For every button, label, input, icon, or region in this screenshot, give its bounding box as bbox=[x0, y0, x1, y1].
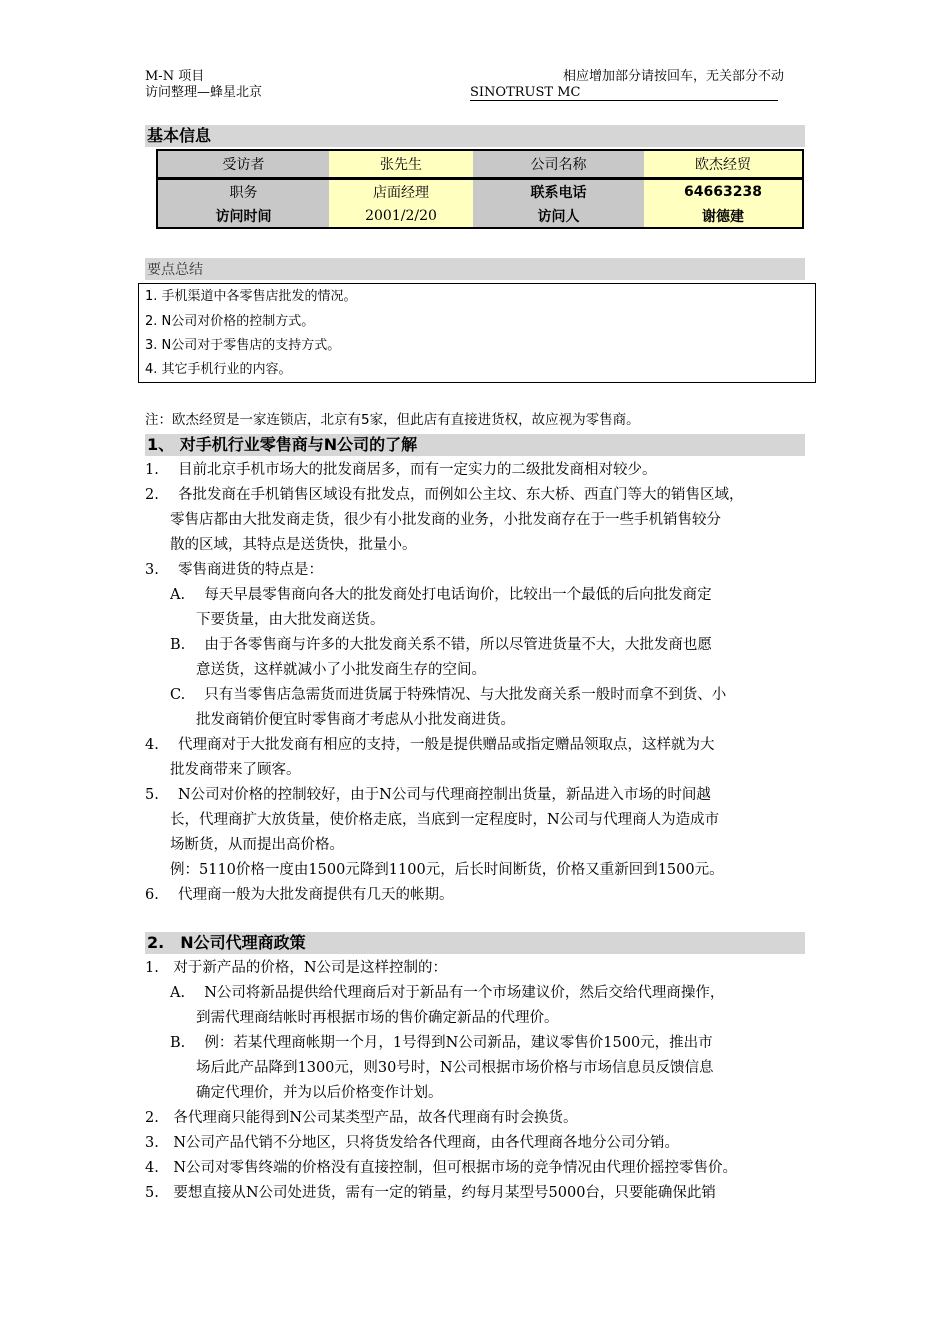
value-phone: 64663238 bbox=[644, 180, 802, 204]
section2-band bbox=[145, 932, 805, 954]
body-line: 例：5110价格一度由1500元降到1100元，后长时间断货，价格又重新回到1500元。 bbox=[170, 862, 724, 878]
body-line: 批发商销价便宜时零售商才考虑从小批发商进货。 bbox=[196, 712, 515, 728]
header-instruction: 相应增加部分请按回车，无关部分不动 bbox=[563, 69, 785, 84]
body-line: 下要货量，由大批发商送货。 bbox=[196, 612, 385, 628]
summary-item: 3. N公司对于零售店的支持方式。 bbox=[145, 338, 341, 353]
summary-box bbox=[138, 283, 816, 383]
basic-info-band bbox=[145, 125, 805, 147]
section2-title: 2. N公司代理商政策 bbox=[147, 933, 306, 952]
body-line: 场后此产品降到1300元，则30号时，N公司根据市场价格与市场信息员反馈信息 bbox=[196, 1060, 714, 1076]
summary-item: 4. 其它手机行业的内容。 bbox=[145, 362, 292, 377]
section1-title: 1、 对手机行业零售商与N公司的了解 bbox=[147, 435, 418, 454]
body-line: 长，代理商扩大放货量，使价格走底，当底到一定程度时，N公司与代理商人为造成市 bbox=[170, 812, 720, 828]
body-line: 3. 零售商进货的特点是： bbox=[145, 562, 323, 578]
body-line: 4. 代理商对于大批发商有相应的支持，一般是提供赠品或指定赠品领取点，这样就为大 bbox=[145, 737, 715, 753]
value-visit-time: 2001/2/20 bbox=[329, 204, 473, 227]
summary-band bbox=[145, 258, 805, 280]
body-line: 1. 对于新产品的价格，N公司是这样控制的： bbox=[145, 960, 448, 976]
header-subtitle: 访问整理—蜂星北京 bbox=[145, 85, 263, 100]
body-line: 确定代理价，并为以后价格变作计划。 bbox=[196, 1085, 443, 1101]
body-line: 3. N公司产品代销不分地区，只将货发给各代理商，由各代理商各地分公司分销。 bbox=[145, 1135, 680, 1151]
header-project: M-N 项目 bbox=[145, 69, 205, 84]
value-position: 店面经理 bbox=[329, 180, 473, 204]
body-line: 1. 目前北京手机市场大的批发商居多，而有一定实力的二级批发商相对较少。 bbox=[145, 462, 657, 478]
body-line: 2. 各批发商在手机销售区域设有批发点，而例如公主坟、东大桥、西直门等大的销售区域， bbox=[145, 487, 744, 503]
body-line: 散的区域，其特点是送货快，批量小。 bbox=[170, 537, 417, 553]
value-interviewee: 张先生 bbox=[329, 151, 473, 177]
body-line: 2. 各代理商只能得到N公司某类型产品，故各代理商有时会换货。 bbox=[145, 1110, 578, 1126]
summary-title: 要点总结 bbox=[147, 262, 203, 278]
label-visit-time: 访问时间 bbox=[158, 204, 329, 227]
section1-band bbox=[145, 434, 805, 456]
body-line: 5. 要想直接从N公司处进货，需有一定的销量，约每月某型号5000台，只要能确保此销 bbox=[145, 1185, 716, 1201]
body-line: B. 由于各零售商与许多的大批发商关系不错，所以尽管进货量不大，大批发商也愿 bbox=[170, 637, 712, 653]
note: 注：欧杰经贸是一家连锁店，北京有5家，但此店有直接进货权，故应视为零售商。 bbox=[145, 412, 640, 428]
basic-info-title: 基本信息 bbox=[147, 126, 212, 145]
label-visitor: 访问人 bbox=[473, 204, 644, 227]
body-line: B. 例：若某代理商帐期一个月，1号得到N公司新品，建议零售价1500元，推出市 bbox=[170, 1035, 713, 1051]
body-line: 4. N公司对零售终端的价格没有直接控制，但可根据市场的竞争情况由代理价摇控零售价。 bbox=[145, 1160, 738, 1176]
body-line: 6. 代理商一般为大批发商提供有几天的帐期。 bbox=[145, 887, 454, 903]
value-company: 欧杰经贸 bbox=[644, 151, 802, 177]
label-position: 职务 bbox=[158, 180, 329, 204]
body-line: A. 每天早晨零售商向各大的批发商处打电话询价，比较出一个最低的后向批发商定 bbox=[170, 587, 712, 603]
body-line: C. 只有当零售店急需货而进货属于特殊情况、与大批发商关系一般时而拿不到货、小 bbox=[170, 687, 727, 703]
label-interviewee: 受访者 bbox=[158, 151, 329, 177]
body-line: 场断货，从而提出高价格。 bbox=[170, 837, 344, 853]
summary-item: 2. N公司对价格的控制方式。 bbox=[145, 314, 315, 329]
label-company: 公司名称 bbox=[473, 151, 644, 177]
body-line: 批发商带来了顾客。 bbox=[170, 762, 301, 778]
header-rule bbox=[470, 100, 778, 101]
summary-item: 1. 手机渠道中各零售店批发的情况。 bbox=[145, 289, 357, 304]
body-line: 到需代理商结帐时再根据市场的售价确定新品的代理价。 bbox=[196, 1010, 559, 1026]
value-visitor: 谢德建 bbox=[644, 204, 802, 227]
header-company: SINOTRUST MC bbox=[470, 85, 581, 100]
body-line: 意送货，这样就减小了小批发商生存的空间。 bbox=[196, 662, 486, 678]
label-phone: 联系电话 bbox=[473, 180, 644, 204]
body-line: A. N公司将新品提供给代理商后对于新品有一个市场建议价，然后交给代理商操作， bbox=[170, 985, 725, 1001]
body-line: 零售店都由大批发商走货，很少有小批发商的业务，小批发商存在于一些手机销售较分 bbox=[170, 512, 721, 528]
body-line: 5. N公司对价格的控制较好，由于N公司与代理商控制出货量，新品进入市场的时间越 bbox=[145, 787, 711, 803]
basic-info-table bbox=[156, 149, 804, 229]
